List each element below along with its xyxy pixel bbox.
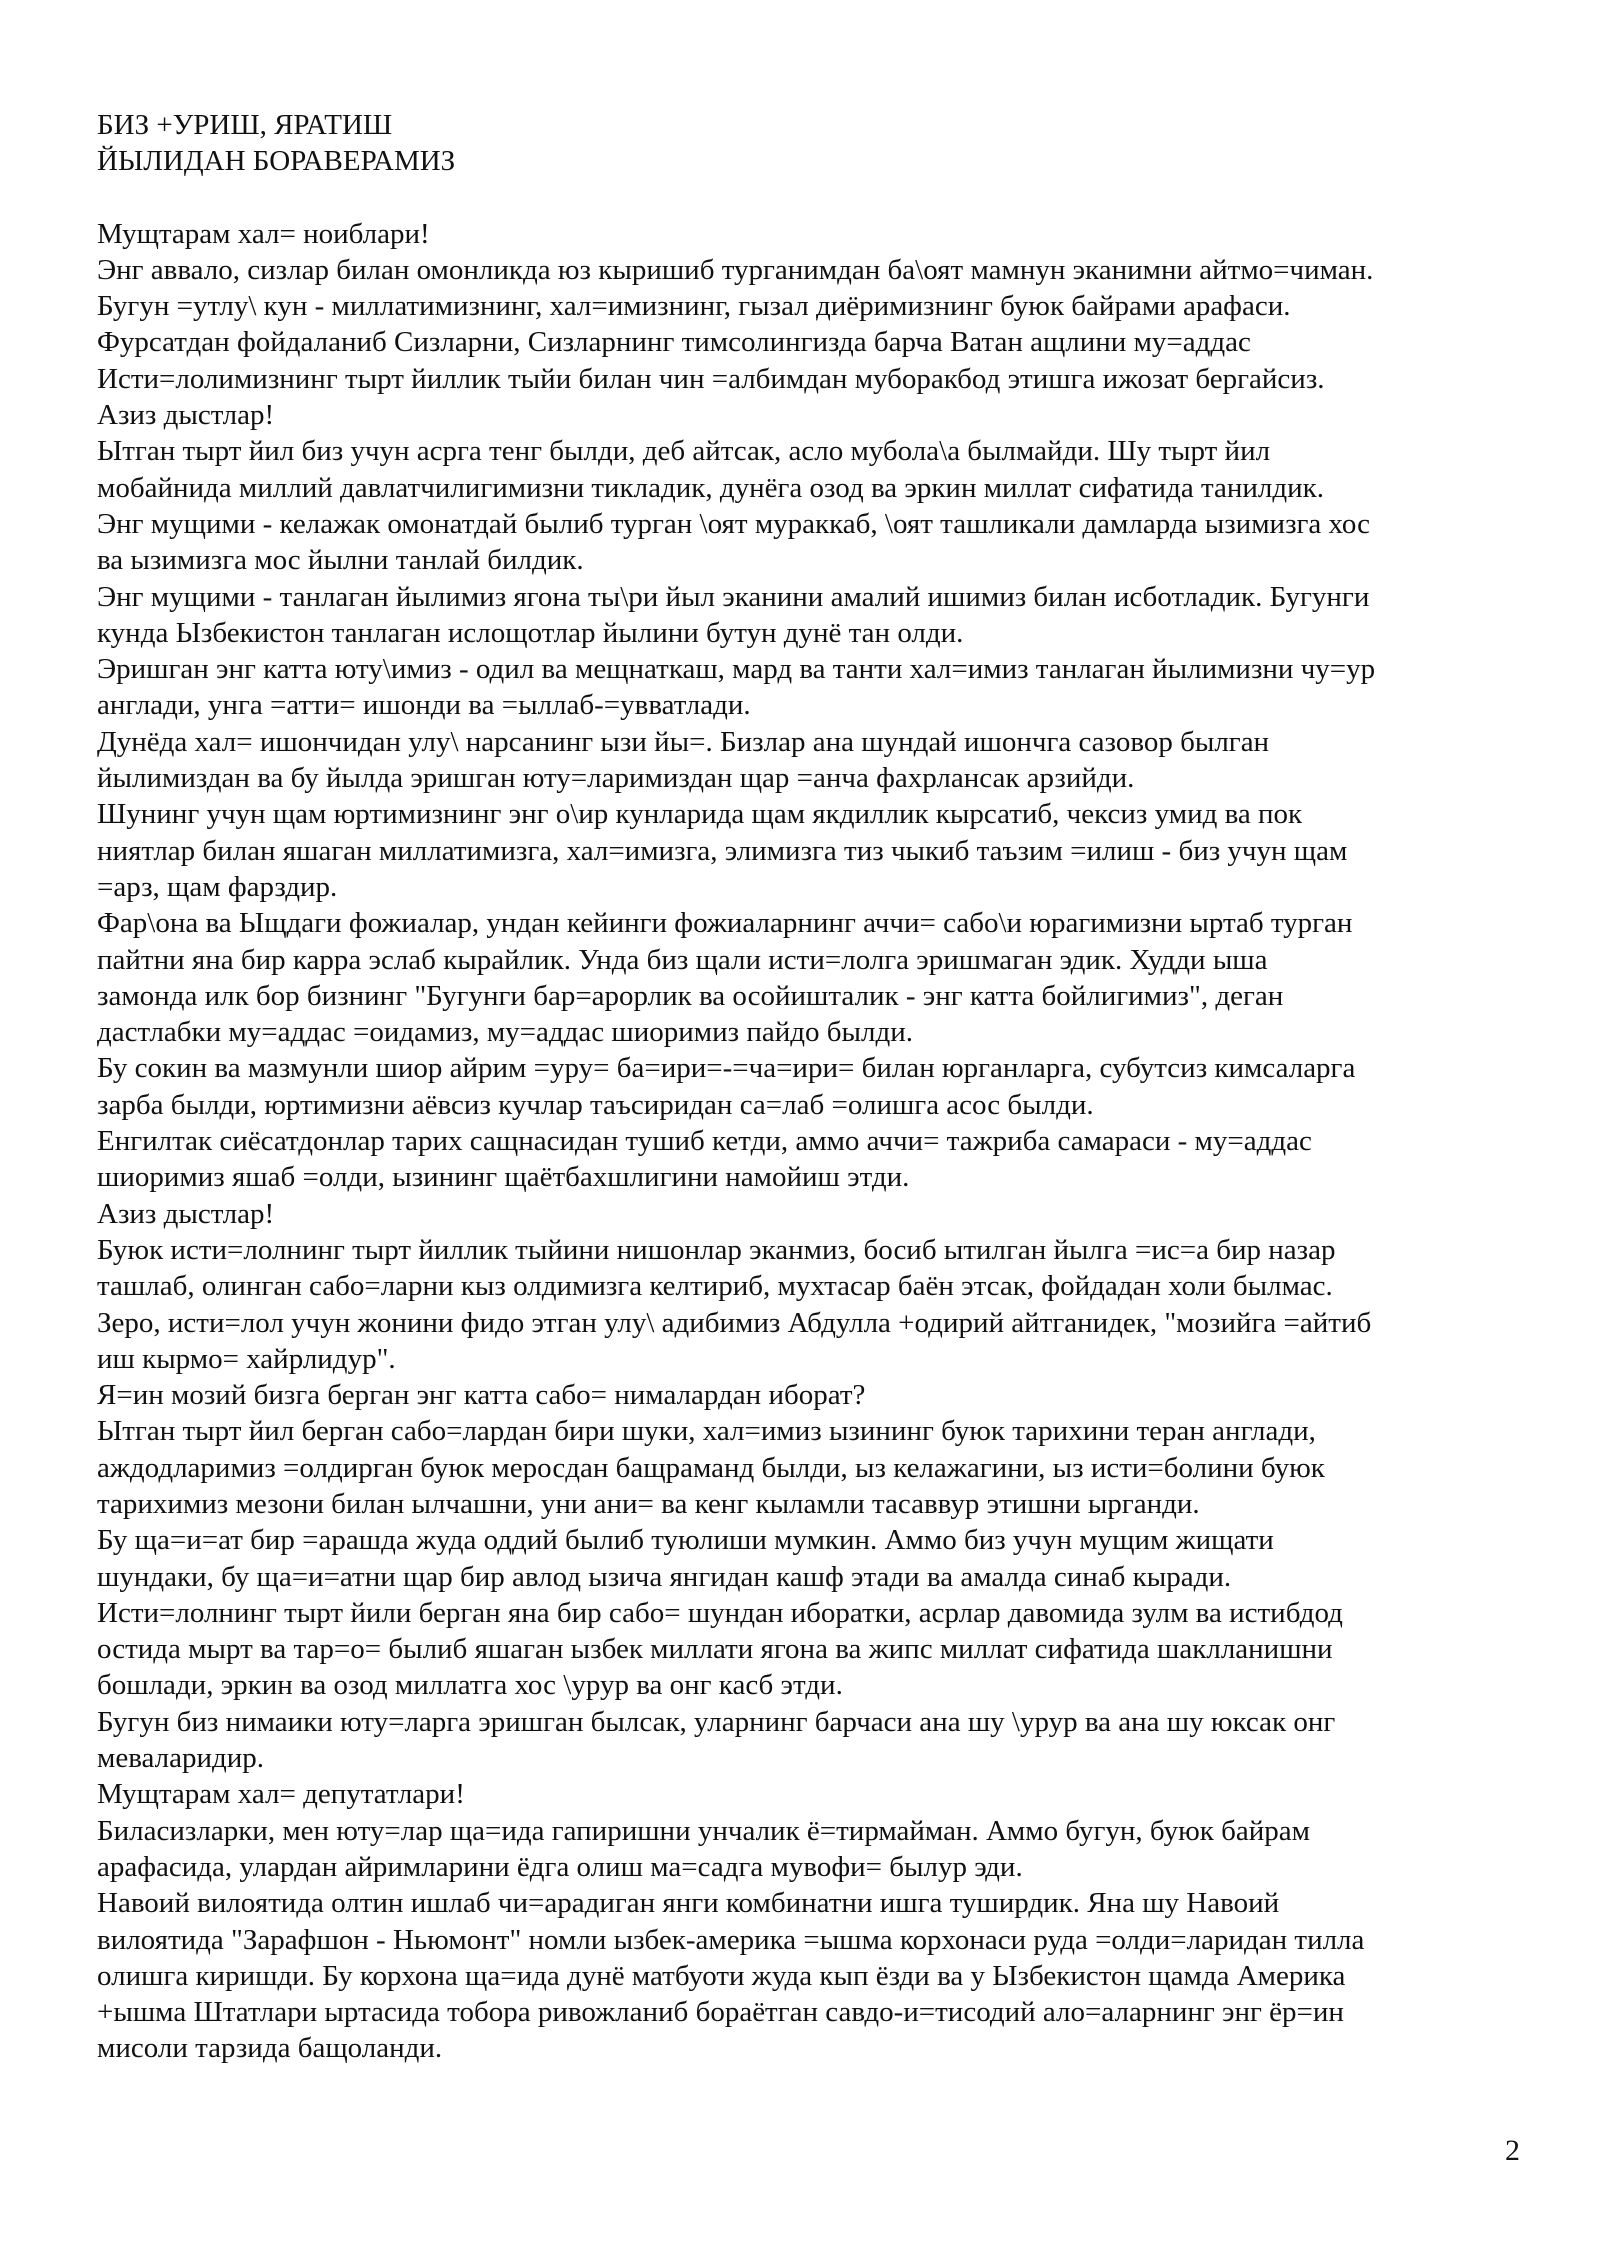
text-line: шундаки, бу ща=и=атни щар бир авлод ызича янгидан кашф этади ва амалда синаб кыради.: [97, 1560, 1232, 1593]
text-line: аждодларимиз =олдирган буюк меросдан бащраманд былди, ыз келажагини, ыз исти=болини буюк: [97, 1451, 1325, 1484]
text-line: Зеро, исти=лол учун жонини фидо этган улу\ адибимиз Абдулла +одирий айтганидек, "мозийга =айтиб: [97, 1306, 1372, 1339]
document-title: [97, 107, 1537, 180]
text-line: Энг мущими - келажак омонатдай былиб турган \оят мураккаб, \оят ташликали дамларда ызимизга хос: [97, 507, 1371, 540]
text-line: пайтни яна бир карра эслаб кырайлик. Унда биз щали исти=лолга эришмаган эдик. Худди ыша: [97, 943, 1268, 976]
text-line: ниятлар билан яшаган миллатимизга, хал=имизга, элимизга тиз чыкиб таъзим =илиш - биз учун щам: [97, 834, 1348, 867]
title-line-1: БИЗ +УРИШ, ЯРАТИШ: [97, 109, 393, 141]
text-line: остида мырт ва тар=о= былиб яшаган ызбек миллати ягона ва жипс миллат сифатида шаклланишни: [97, 1633, 1333, 1666]
title-line-2: ЙЫЛИДАН БОРАВЕРАМИЗ: [97, 145, 456, 178]
page-number: 2: [1505, 2134, 1520, 2167]
text-line: Биласизларки, мен юту=лар ща=ида гапиришни унчалик ё=тирмайман. Аммо бугун, буюк байрам: [97, 1814, 1310, 1847]
text-line: дастлабки му=аддас =оидамиз, му=аддас шиоримиз пайдо былди.: [97, 1016, 913, 1049]
text-line: Бугун =утлу\ кун - миллатимизнинг, хал=имизнинг, гызал диёримизнинг буюк байрами арафаси.: [97, 290, 1291, 323]
text-line: иш кырмо= хайрлидур".: [97, 1342, 396, 1375]
document-page: [97, 107, 1537, 2067]
text-line: меваларидир.: [97, 1742, 265, 1775]
text-line: Фар\она ва Ыщдаги фожиалар, ундан кейинги фожиаларнинг аччи= сабо\и юрагимизни ыртаб турган: [97, 907, 1353, 940]
text-line: Мущтарам хал= депутатлари!: [97, 1778, 465, 1811]
text-line: Бу сокин ва мазмунли шиор айрим =уру= ба=ири=-=ча=ири= билан юрганларга, субутсиз кимсаларга: [97, 1052, 1356, 1085]
text-line: =арз, щам фарздир.: [97, 870, 338, 903]
text-line: Фурсатдан фойдаланиб Сизларни, Сизларнинг тимсолингизда барча Ватан ащлини му=аддас: [97, 326, 1251, 359]
text-line: Ытган тырт йил берган сабо=лардан бири шуки, хал=имиз ызининг буюк тарихини теран англади,: [97, 1415, 1316, 1448]
text-line: Енгилтак сиёсатдонлар тарих сащнасидан тушиб кетди, аммо аччи= тажриба самараси - му=аддас: [97, 1125, 1312, 1158]
text-line: Исти=лолимизнинг тырт йиллик тыйи билан чин =албимдан муборакбод этишга ижозат бергайсиз.: [97, 362, 1325, 395]
text-line: тарихимиз мезони билан ылчашни, уни ани= ва кенг кыламли тасаввур этишни ырганди.: [97, 1487, 1200, 1520]
text-line: олишга киришди. Бу корхона ща=ида дунё матбуоти жуда кып ёзди ва у Ызбекистон щамда Америка: [97, 1959, 1346, 1992]
text-line: зарба былди, юртимизни аёвсиз кучлар таъсиридан са=лаб =олишга асос былди.: [97, 1088, 1094, 1121]
text-line: шиоримиз яшаб =олди, ызининг щаётбахшлигини намойиш этди.: [97, 1161, 910, 1194]
text-line: Бугун биз нимаики юту=ларга эришган былсак, уларнинг барчаси ана шу \урур ва ана шу юксак онг: [97, 1705, 1336, 1738]
text-line: йылимиздан ва бу йылда эришган юту=ларимиздан щар =анча фахрлансак арзийди.: [97, 762, 1135, 795]
text-line: англади, унга =атти= ишонди ва =ыллаб-=увватлади.: [97, 689, 751, 722]
text-line: Азиз дыстлар!: [97, 399, 275, 432]
text-line: Азиз дыстлар!: [97, 1197, 275, 1230]
text-line: ва ызимизга мос йылни танлай билдик.: [97, 544, 584, 577]
text-line: Я=ин мозий бизга берган энг катта сабо= нималардан иборат?: [97, 1379, 866, 1412]
text-line: Эришган энг катта юту\имиз - одил ва мещнаткаш, мард ва танти хал=имиз танлаган йылимизни чу=ур: [97, 653, 1376, 686]
text-line: Исти=лолнинг тырт йили берган яна бир сабо= шундан иборатки, асрлар давомида зулм ва истибдод: [97, 1596, 1343, 1629]
text-line: мисоли тарзида бащоланди.: [97, 2032, 443, 2065]
document-body: [97, 216, 1537, 2067]
text-line: мобайнида миллий давлатчилигимизни тикладик, дунёга озод ва эркин миллат сифатида танилдик.: [97, 471, 1324, 504]
text-line: вилоятида "Зарафшон - Ньюмонт" номли ызбек-америка =ышма корхонаси руда =олди=ларидан тилла: [97, 1923, 1365, 1956]
text-line: Энг мущими - танлаган йылимиз ягона ты\ри йыл эканини амалий ишимиз билан исботладик. Бугунги: [97, 580, 1370, 613]
text-line: ташлаб, олинган сабо=ларни кыз олдимизга келтириб, мухтасар баён этсак, фойдадан холи былмас.: [97, 1270, 1333, 1303]
text-line: Ытган тырт йил биз учун асрга тенг былди, деб айтсак, асло мубола\а былмайди. Шу тырт йил: [97, 435, 1271, 468]
text-line: Навоий вилоятида олтин ишлаб чи=арадиган янги комбинатни ишга туширдик. Яна шу Навоий: [97, 1887, 1280, 1920]
text-line: +ышма Штатлари ыртасида тобора ривожланиб бораётган савдо-и=тисодий ало=аларнинг энг ёр=ин: [97, 1996, 1344, 2029]
text-line: арафасида, улардан айримларини ёдга олиш ма=садга мувофи= былур эди.: [97, 1850, 1023, 1883]
text-line: Энг аввало, сизлар билан омонликда юз кыришиб турганимдан ба\оят мамнун эканимни айтмо=чиман.: [97, 253, 1374, 286]
text-line: замонда илк бор бизнинг "Бугунги бар=арорлик ва осойишталик - энг катта бойлигимиз", деган: [97, 979, 1284, 1012]
text-line: Дунёда хал= ишончидан улу\ нарсанинг ызи йы=. Бизлар ана шундай ишончга сазовор былган: [97, 725, 1270, 758]
text-line: Шунинг учун щам юртимизнинг энг о\ир кунларида щам якдиллик кырсатиб, чексиз умид ва пок: [97, 798, 1303, 831]
text-line: бошлади, эркин ва озод миллатга хос \урур ва онг касб этди.: [97, 1669, 843, 1702]
text-line: Мущтарам хал= ноиблари!: [97, 217, 430, 250]
text-line: кунда Ызбекистон танлаган ислощотлар йылини бутун дунё тан олди.: [97, 616, 964, 649]
text-line: Буюк исти=лолнинг тырт йиллик тыйини нишонлар эканмиз, босиб ытилган йылга =ис=а бир назар: [97, 1233, 1336, 1266]
text-line: Бу ща=и=ат бир =арашда жуда оддий былиб туюлиши мумкин. Аммо биз учун мущим жищати: [97, 1524, 1274, 1557]
